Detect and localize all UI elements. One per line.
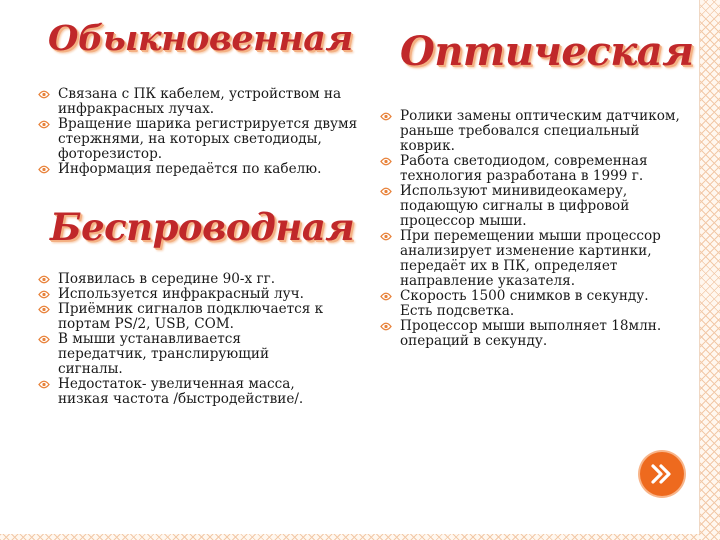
- ornament-bullet-icon: [38, 289, 50, 300]
- ornament-bullet-icon: [38, 304, 50, 315]
- list-item-text: Используется инфракрасный луч.: [58, 286, 304, 302]
- ornament-bullet-icon: [38, 274, 50, 285]
- list-item: [38, 87, 358, 117]
- list-item: [380, 319, 680, 349]
- list-item: [380, 229, 680, 289]
- list-item-text: Связана с ПК кабелем, устройством на инфракрасных лучах.: [58, 86, 342, 117]
- list-item: [38, 377, 328, 407]
- list-item-text: Используют минивидеокамеру, подающую сигналы в цифровой процессор мыши.: [400, 183, 630, 229]
- heading-optical-mouse: Оптическая: [400, 28, 694, 75]
- list-item: [380, 289, 680, 319]
- ornament-bullet-icon: [380, 321, 392, 332]
- decorative-border-bottom: [0, 534, 700, 540]
- list-item-text: При перемещении мыши процессор анализирует изменение картинки, передаёт их в ПК, определяет направление указателя.: [400, 228, 661, 289]
- list-item-text: В мыши устанавливается передатчик, транслирующий сигналы.: [58, 331, 270, 377]
- decorative-border-right: [699, 0, 720, 540]
- next-slide-button[interactable]: [640, 452, 684, 496]
- list-item: [38, 302, 328, 332]
- list-item-text: Информация передаётся по кабелю.: [58, 161, 322, 177]
- list-item-text: Вращение шарика регистрируется двумя стержнями, на которых светодиоды, фоторезистор.: [58, 116, 358, 162]
- list-item-text: Процессор мыши выполняет 18млн. операций в секунду.: [400, 318, 662, 349]
- list-item: [38, 332, 328, 377]
- ornament-bullet-icon: [38, 334, 50, 345]
- list-item: [38, 287, 328, 302]
- ornament-bullet-icon: [38, 89, 50, 100]
- ornament-bullet-icon: [380, 186, 392, 197]
- list-item-text: Недостаток- увеличенная масса, низкая частота /быстродействие/.: [58, 376, 304, 407]
- list-item-text: Работа светодиодом, современная технология разработана в 1999 г.: [400, 153, 648, 184]
- ornament-bullet-icon: [380, 111, 392, 122]
- ornament-bullet-icon: [38, 379, 50, 390]
- ornament-bullet-icon: [380, 231, 392, 242]
- double-chevron-right-icon: [648, 460, 676, 488]
- list-item-text: Появилась в середине 90-х гг.: [58, 271, 276, 287]
- list-item-text: Скорость 1500 снимков в секунду. Есть подсветка.: [400, 288, 649, 319]
- list-item: [38, 162, 358, 177]
- ornament-bullet-icon: [38, 164, 50, 175]
- heading-wireless-mouse: Беспроводная: [50, 205, 355, 249]
- regular-mouse-list: [38, 87, 358, 177]
- wireless-mouse-list: [38, 272, 328, 407]
- list-item: [380, 109, 680, 154]
- ornament-bullet-icon: [38, 119, 50, 130]
- list-item-text: Приёмник сигналов подключается к портам PS/2, USB, COM.: [58, 301, 324, 332]
- list-item: [38, 117, 358, 162]
- ornament-bullet-icon: [380, 156, 392, 167]
- list-item: [38, 272, 328, 287]
- optical-mouse-list: [380, 109, 680, 349]
- heading-regular-mouse: Обыкновенная: [48, 18, 353, 59]
- ornament-bullet-icon: [380, 291, 392, 302]
- list-item: [380, 184, 680, 229]
- list-item: [380, 154, 680, 184]
- list-item-text: Ролики замены оптическим датчиком, раньше требовался специальный коврик.: [400, 108, 680, 154]
